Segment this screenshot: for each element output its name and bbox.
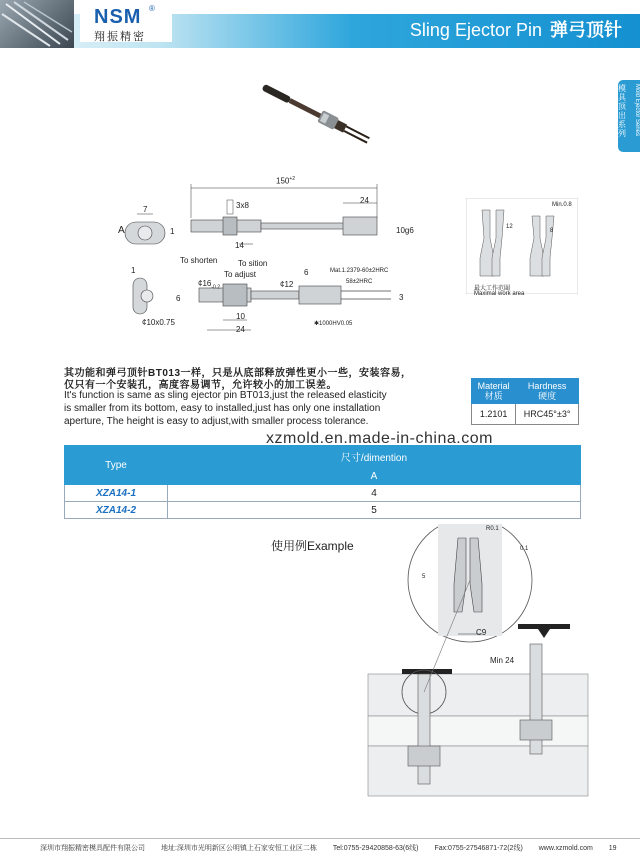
pin-head-top bbox=[343, 217, 377, 235]
description-en-line3: aperture, The height is easy to adjust,with smaller process tolerance. bbox=[64, 416, 369, 427]
phi12: ¢12 bbox=[280, 280, 294, 289]
dim-A: A bbox=[118, 225, 125, 236]
logo: NSM bbox=[94, 6, 142, 28]
label-to-adjust: To adjust bbox=[224, 270, 257, 279]
description-cn-line2: 仅只有一个安装孔，高度容易调节，允许较小的加工误差。 bbox=[64, 380, 337, 391]
logo-registered-mark: ® bbox=[149, 4, 155, 13]
description-en-line1: It's function is same as sling ejector pin BT013,just the released elasticity bbox=[64, 390, 387, 401]
hardness-header-en: Hardness bbox=[527, 381, 567, 391]
dim-0-1: 0.1 bbox=[520, 546, 529, 552]
work-min-0-8: Min.0.8 bbox=[552, 202, 572, 208]
hv-note-value: 1000HV0.05 bbox=[319, 321, 353, 327]
hardness-header-cn: 硬度 bbox=[538, 391, 557, 401]
dimension-a-header: A bbox=[168, 468, 581, 485]
a-cell: 4 bbox=[168, 485, 581, 502]
type-cell: XZA14-1 bbox=[65, 485, 168, 502]
dim-1-top: 1 bbox=[170, 227, 175, 236]
dim-3: 3 bbox=[399, 293, 404, 302]
dim-5: 5 bbox=[422, 574, 426, 580]
logo-subtitle: 翔振精密 bbox=[94, 31, 146, 43]
work-area-diagram bbox=[466, 198, 578, 294]
dim-24-top: 24 bbox=[360, 196, 369, 205]
dim-150 bbox=[276, 176, 295, 186]
footer bbox=[40, 843, 620, 853]
dim-150-tolerance: +2 bbox=[289, 176, 296, 182]
pins-icon bbox=[0, 0, 74, 48]
dim-150-value: 150 bbox=[276, 176, 290, 186]
side-tab-label-cn: 模具顶出系列 bbox=[618, 84, 626, 138]
hole-3x8: 3x8 bbox=[236, 201, 249, 210]
phi16-value: ¢16 bbox=[198, 279, 212, 288]
material-value: 1.2101 bbox=[472, 404, 516, 425]
footer-page-number: 19 bbox=[608, 845, 617, 852]
a-cell: 5 bbox=[168, 502, 581, 519]
footer-tel: Tel:0755-29420858-63(6线) bbox=[332, 845, 419, 852]
material-header bbox=[472, 379, 516, 404]
watermark: xzmold.en.made-in-china.com bbox=[266, 430, 493, 447]
page-title-cn: 弹弓顶针 bbox=[550, 20, 622, 40]
dim-10: 10 bbox=[236, 312, 245, 321]
dim-14: 14 bbox=[235, 241, 244, 250]
hardness-header bbox=[516, 379, 579, 404]
label-to-sition: To sition bbox=[238, 259, 268, 268]
table-row bbox=[65, 502, 581, 519]
dim-1-left: 1 bbox=[131, 266, 136, 275]
footer-fax: Fax:0755-27546871-72(2线) bbox=[434, 845, 523, 852]
dimension-header: 尺寸/dimention bbox=[168, 446, 581, 468]
hv-note: ✱1000HV0.05 bbox=[314, 321, 353, 327]
work-dim-12: 12 bbox=[506, 224, 513, 230]
type-header: Type bbox=[65, 446, 168, 485]
technical-drawing bbox=[115, 170, 435, 340]
product-photo bbox=[250, 80, 380, 150]
footer-divider bbox=[0, 838, 640, 839]
r0-1: R0.1 bbox=[486, 526, 499, 532]
page-title-en: Sling Ejector Pin bbox=[409, 20, 542, 40]
material-table bbox=[471, 378, 579, 425]
footer-company: 深圳市翔振精密模具配件有限公司 bbox=[40, 845, 145, 852]
label-to-shorten: To shorten bbox=[180, 256, 218, 265]
ejector-pins-photo bbox=[0, 0, 74, 48]
dim-7: 7 bbox=[143, 205, 148, 214]
work-dim-8: 8 bbox=[550, 228, 554, 234]
footer-web: www.xzmold.com bbox=[538, 845, 593, 852]
side-tab-label-en: Mold Ejector Series bbox=[634, 84, 640, 137]
dim-6-left: 6 bbox=[176, 294, 181, 303]
dim-24-bottom: 24 bbox=[236, 325, 245, 334]
fit-10g6: 10g6 bbox=[396, 226, 414, 235]
min-24: Min 24 bbox=[490, 656, 515, 665]
footer-address: 地址:深圳市光明新区公明镇上石家安恒工业区二栋 bbox=[160, 845, 317, 852]
type-table bbox=[64, 445, 581, 519]
material-note: Mat.1.2379-60±2HRC bbox=[330, 268, 389, 274]
material-header-en: Material bbox=[477, 381, 510, 391]
phi16 bbox=[198, 279, 220, 291]
c9: C9 bbox=[476, 628, 487, 637]
dim-6-mid: 6 bbox=[304, 268, 309, 277]
material-header-cn: 材质 bbox=[484, 391, 503, 401]
description-cn-line1: 其功能和弹弓顶针BT013一样，只是从底部释放弹性更小一些，安装容易， bbox=[64, 368, 412, 379]
example-title: 使用例Example bbox=[271, 539, 354, 553]
example-diagram bbox=[366, 524, 590, 829]
table-row bbox=[65, 485, 581, 502]
page-title bbox=[410, 16, 622, 42]
hardness-value: HRC45°±3° bbox=[516, 404, 579, 425]
work-area-cn: 最大工作范圍 bbox=[474, 286, 511, 292]
description-en-line2: is smaller from its bottom, easy to installed,just has only one installation bbox=[64, 403, 381, 414]
phi16-tolerance: -0.2 bbox=[211, 284, 220, 291]
hardness-note: 58±2HRC bbox=[346, 279, 373, 285]
work-area-en: Maximal work area bbox=[474, 291, 525, 297]
type-cell: XZA14-2 bbox=[65, 502, 168, 519]
bar-size: ¢10x0.75 bbox=[142, 318, 175, 327]
